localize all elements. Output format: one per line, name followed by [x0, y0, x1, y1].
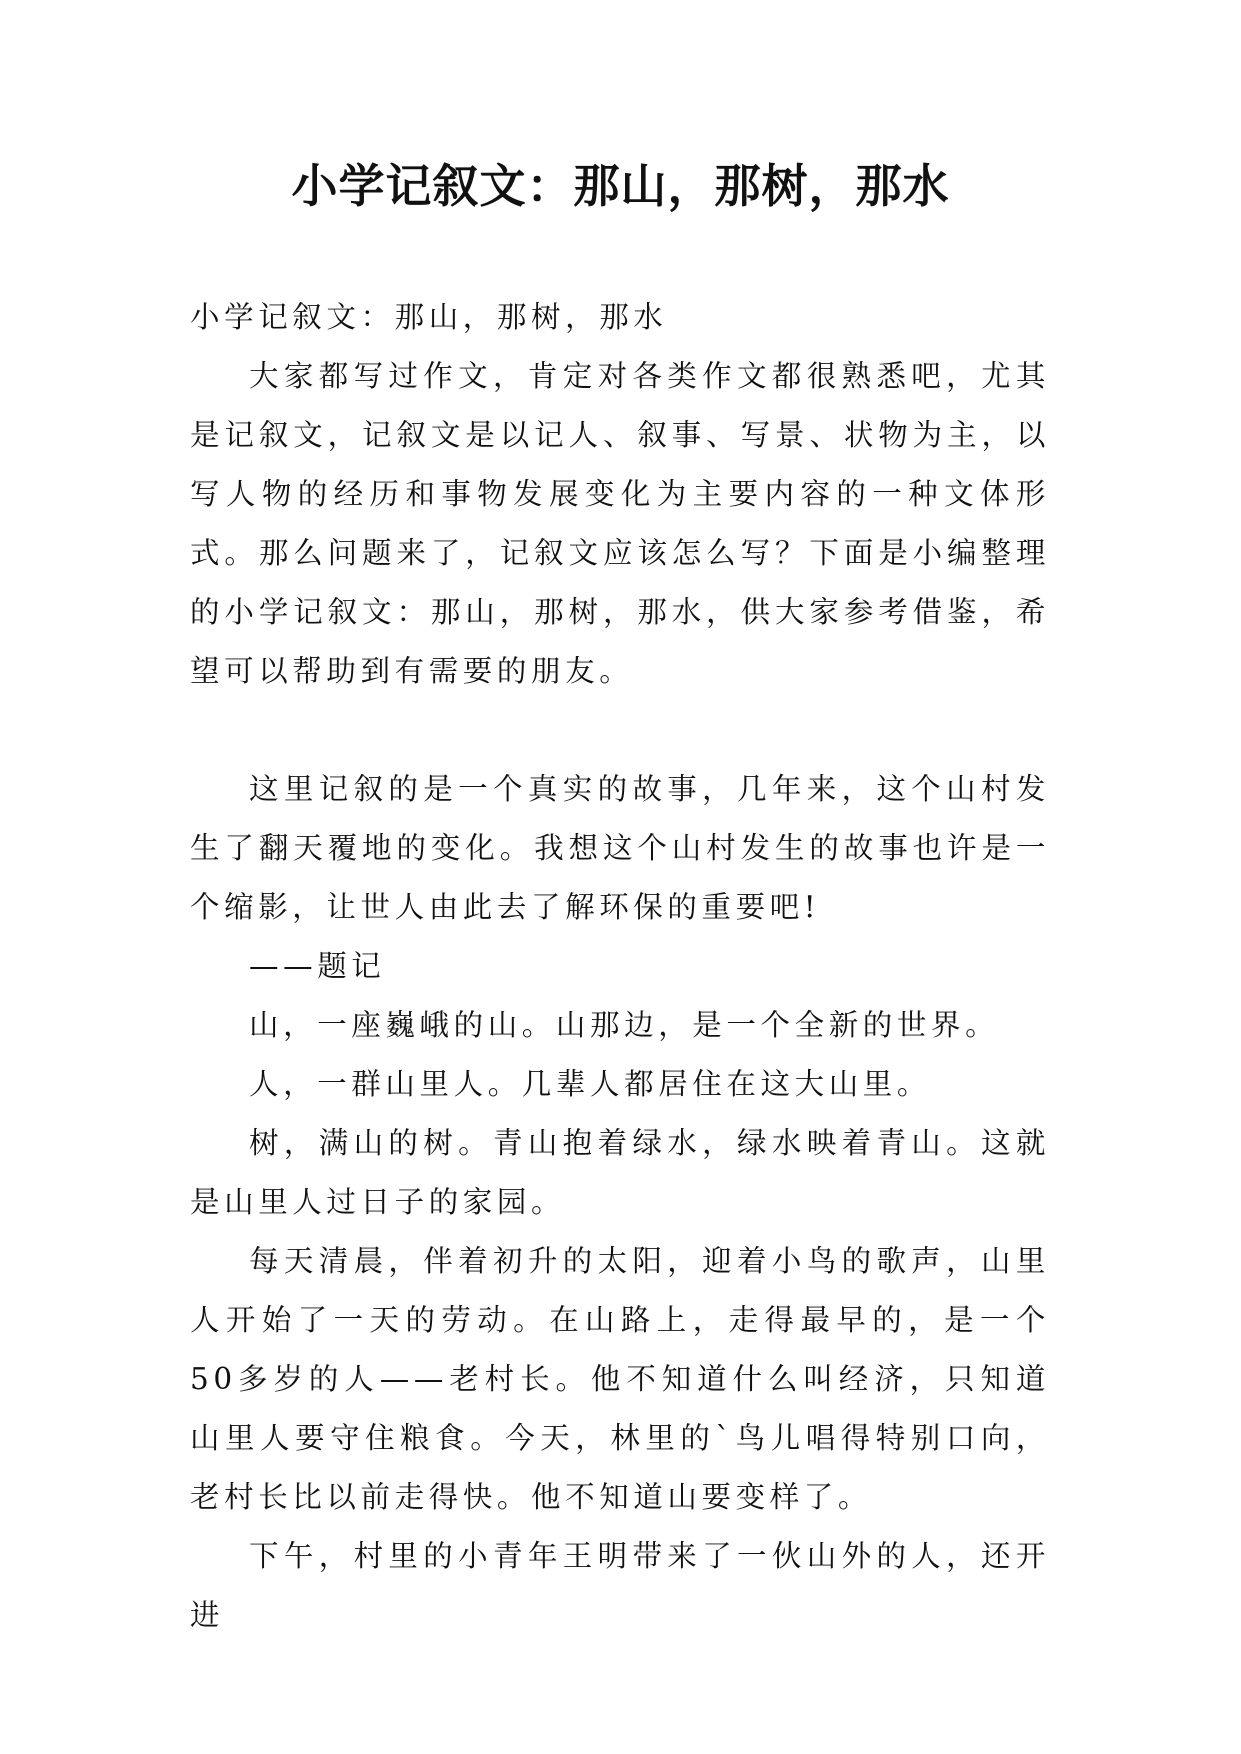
document-body: [190, 288, 1050, 1645]
document-title: 小学记叙文：那山，那树，那水: [291, 159, 950, 213]
subtitle-line: 小学记叙文：那山，那树，那水: [190, 300, 668, 334]
paragraph-afternoon: 下午，村里的小青年王明带来了一伙山外的人，还开进: [190, 1539, 1050, 1632]
paragraph-morning: 每天清晨，伴着初升的太阳，迎着小鸟的歌声，山里人开始了一天的劳动。在山路上，走得最早的，是一个50多岁的人——老村长。他不知道什么叫经济，只知道山里人要守住粮食。今天，林里的`鸟儿唱得特别口向，老村长比以前走得快。他不知道山要变样了。: [190, 1244, 1050, 1514]
paragraph-trees: 树，满山的树。青山抱着绿水，绿水映着青山。这就是山里人过日子的家园。: [190, 1126, 1050, 1219]
preface-signature: ——题记: [249, 949, 386, 983]
preface-paragraph: 这里记叙的是一个真实的故事，几年来，这个山村发生了翻天覆地的变化。我想这个山村发生的故事也许是一个缩影，让世人由此去了解环保的重要吧!: [190, 772, 1050, 924]
paragraph-people: 人，一群山里人。几辈人都居住在这大山里。: [249, 1067, 932, 1101]
paragraph-mountain: 山，一座巍峨的山。山那边，是一个全新的世界。: [249, 1008, 1000, 1042]
intro-paragraph: 大家都写过作文，肯定对各类作文都很熟悉吧，尤其是记叙文，记叙文是以记人、叙事、写景、状物为主，以写人物的经历和事物发展变化为主要内容的一种文体形式。那么问题来了，记叙文应该怎么写？下面是小编整理的小学记叙文：那山，那树，那水，供大家参考借鉴，希望可以帮助到有需要的朋友。: [190, 359, 1050, 688]
